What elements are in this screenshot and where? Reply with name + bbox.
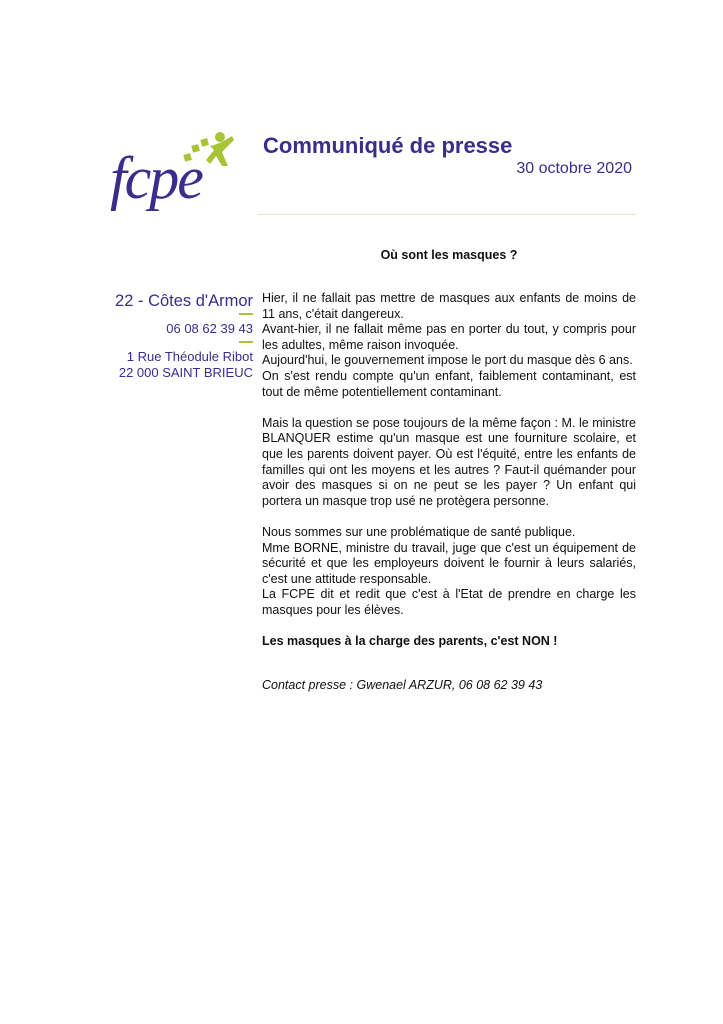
paragraph-line: Hier, il ne fallait pas mettre de masques aux enfants de moins de 11 ans, c'était dangereux.: [262, 291, 636, 321]
fcpe-logo: [110, 128, 240, 228]
paragraph-line: Avant-hier, il ne fallait même pas en porter du tout, y compris pour les adultes, même raison invoquée.: [262, 322, 636, 352]
press-date: 30 octobre 2020: [516, 160, 632, 177]
phone-number: 06 08 62 39 43: [166, 321, 253, 336]
region-label: 22 - Côtes d'Armor: [115, 292, 253, 310]
sidebar-divider: [239, 313, 253, 315]
article-heading: Où sont les masques ?: [380, 248, 518, 262]
sidebar-divider: [239, 341, 253, 343]
address-line-1: 1 Rue Théodule Ribot: [126, 349, 253, 364]
paragraph-line: Aujourd'hui, le gouvernement impose le port du masque dès 6 ans.: [262, 353, 633, 368]
conclusion: Les masques à la charge des parents, c'est NON !: [262, 634, 558, 649]
article-body: [262, 291, 636, 709]
paragraph-line: Nous sommes sur une problématique de santé publique.: [262, 524, 576, 539]
logo-wordmark: fcpe: [110, 145, 202, 211]
sidebar-contact: [53, 293, 253, 381]
page-title: Communiqué de presse: [263, 133, 513, 158]
paragraph-line: Mme BORNE, ministre du travail, juge que c'est un équipement de sécurité et que les employeurs doivent le fournir à leurs salariés, c'est une attitude responsable.: [262, 540, 636, 586]
press-contact: Contact presse : Gwenael ARZUR, 06 08 62 39 43: [262, 677, 543, 692]
paragraph-3: [262, 525, 636, 619]
header-divider: [258, 214, 636, 215]
paragraph-line: La FCPE dit et redit que c'est à l'Etat de prendre en charge les masques pour les élèves.: [262, 587, 636, 617]
paragraph-line: On s'est rendu compte qu'un enfant, faiblement contaminant, est tout de même potentiellement contaminant.: [262, 368, 636, 399]
paragraph-2: Mais la question se pose toujours de la même façon : M. le ministre BLANQUER estime qu'un masque est une fourniture scolaire, et que les parents doivent payer. Où est l'équité, entre les enfants de familles qui ont les moyens et les autres ? Faut-il quémander pour avoir des masques si on ne peut se les payer ? Un enfant qui portera un masque trop usé ne protègera personne.: [262, 415, 636, 508]
paragraph-1: [262, 291, 636, 400]
address-line-2: 22 000 SAINT BRIEUC: [118, 365, 253, 380]
